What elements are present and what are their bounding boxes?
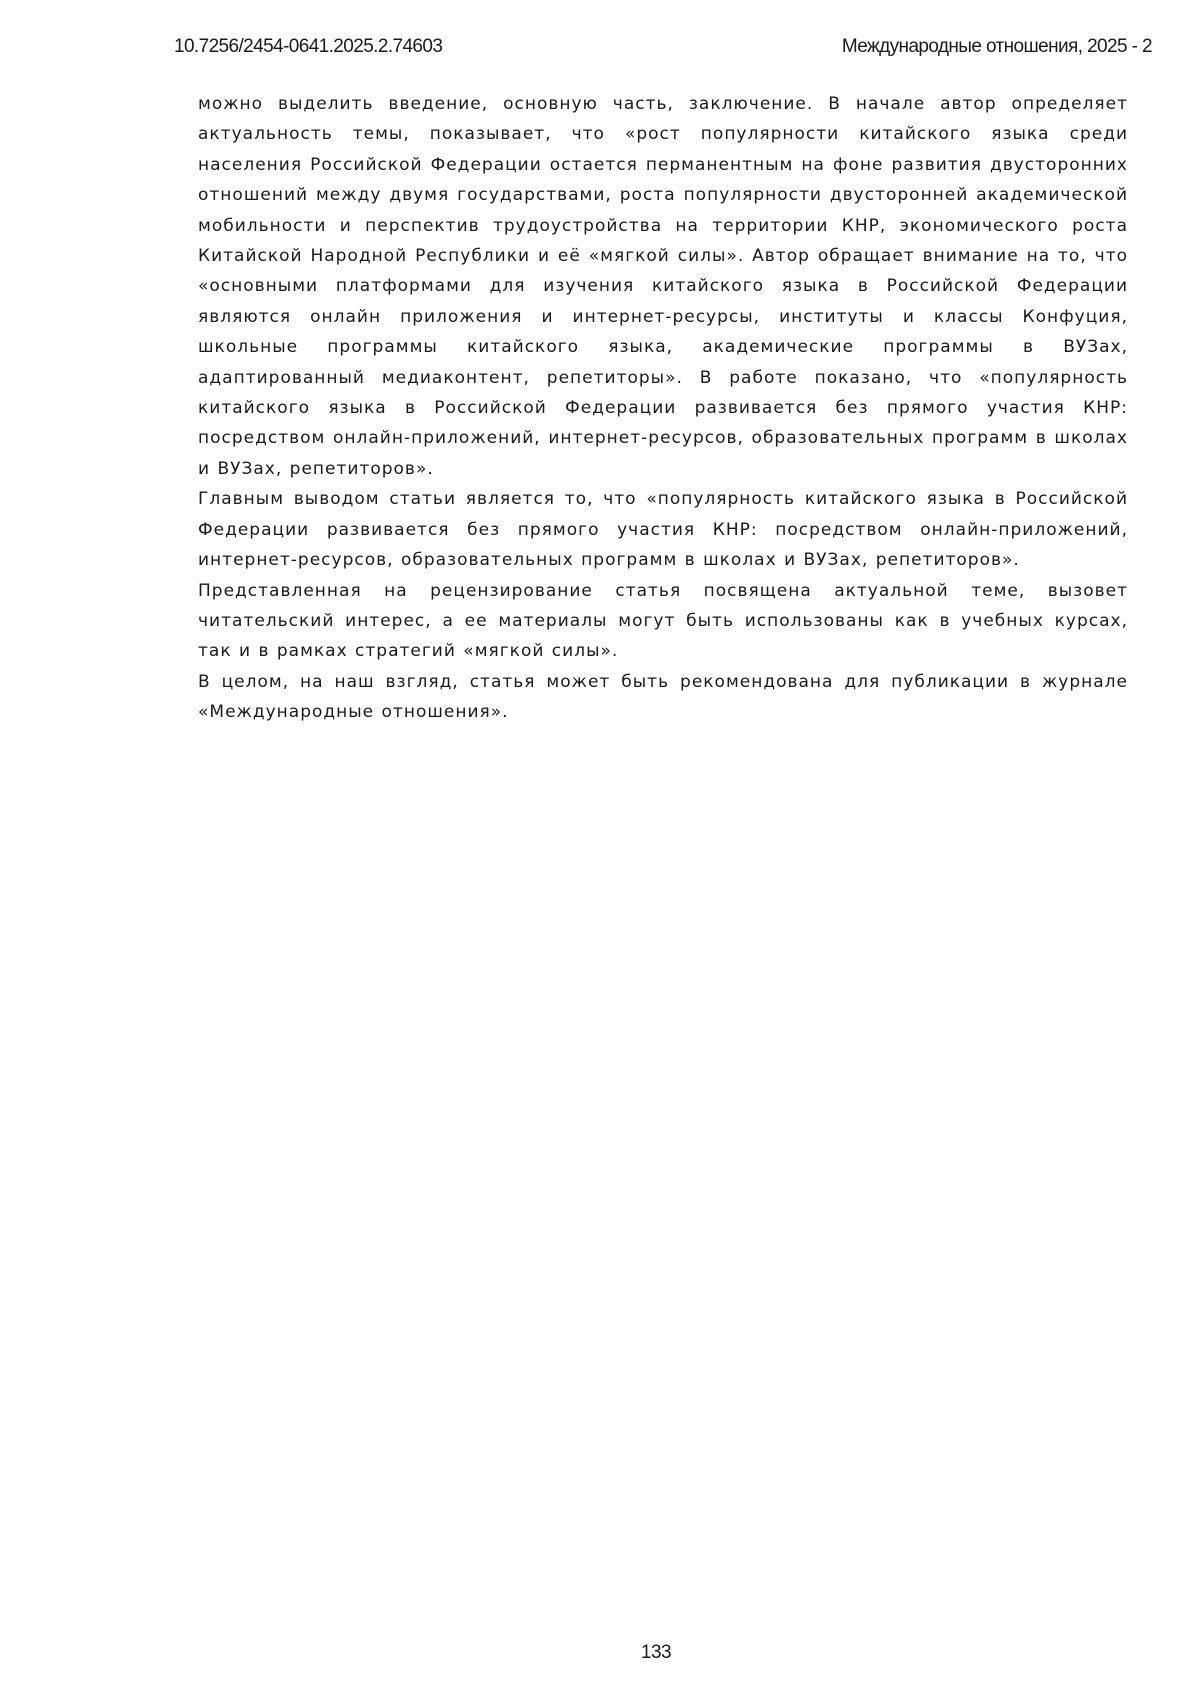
paragraph-main-conclusion: Главным выводом статьи является то, что «популярность китайского языка в Российской Федерации развивается без прямого участия КНР: посредством онлайн-приложений, интернет-ресурсов, образовательных программ в школах и ВУЗах, репетиторов». bbox=[198, 484, 1128, 575]
page-number: 133 bbox=[0, 1642, 1200, 1664]
running-header bbox=[174, 36, 1152, 58]
paragraph-review-summary: можно выделить введение, основную часть, заключение. В начале автор определяет актуальность темы, показывает, что «рост популярности китайского языка среди населения Российской Федерации остается перманентным на фоне развития двусторонних отношений между двумя государствами, роста популярности двусторонней академической мобильности и перспектив трудоустройства на территории КНР, экономического роста Китайской Народной Республики и её «мягкой силы». Автор обращает внимание на то, что «основными платформами для изучения китайского языка в Российской Федерации являются онлайн приложения и интернет-ресурсы, институты и классы Конфуция, школьные программы китайского языка, академические программы в ВУЗах, адаптированный медиаконтент, репетиторы». В работе показано, что «популярность китайского языка в Российской Федерации развивается без прямого участия КНР: посредством онлайн-приложений, интернет-ресурсов, образовательных программ в школах и ВУЗах, репетиторов». bbox=[198, 89, 1128, 484]
paragraph-recommendation: В целом, на наш взгляд, статья может быть рекомендована для публикации в журнале «Международные отношения». bbox=[198, 667, 1128, 728]
journal-issue-label: Международные отношения, 2025 - 2 bbox=[842, 36, 1152, 58]
doi-label: 10.7256/2454-0641.2025.2.74603 bbox=[174, 36, 442, 58]
paragraph-relevance: Представленная на рецензирование статья посвящена актуальной теме, вызовет читательский интерес, а ее материалы могут быть использованы как в учебных курсах, так и в рамках стратегий «мягкой силы». bbox=[198, 576, 1128, 667]
article-body bbox=[198, 89, 1128, 728]
